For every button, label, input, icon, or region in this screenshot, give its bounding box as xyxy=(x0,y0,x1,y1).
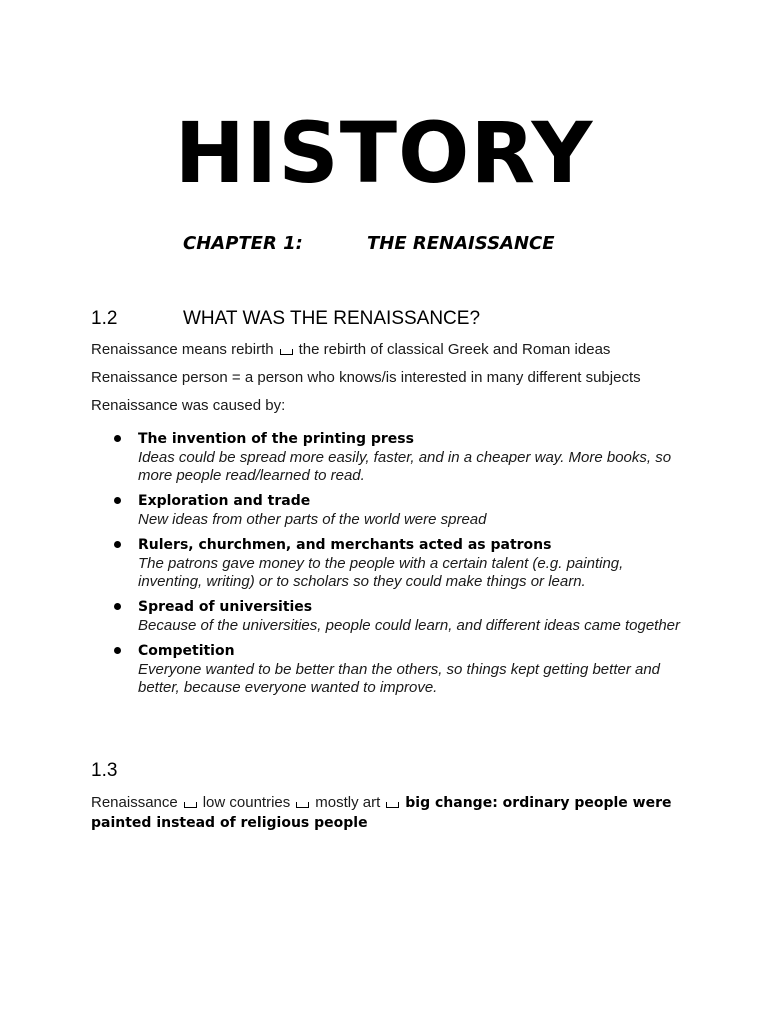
bullet-icon xyxy=(114,647,121,654)
paragraph-rebirth xyxy=(91,340,610,360)
section-number-1-2: 1.2 xyxy=(91,308,118,329)
separator-icon xyxy=(184,802,197,808)
bullet-icon xyxy=(114,435,121,442)
section-number-1-3: 1.3 xyxy=(91,760,118,781)
separator-icon xyxy=(280,349,293,355)
rebirth-text-a: Renaissance means rebirth xyxy=(91,341,274,358)
low-countries-text-2: low countries xyxy=(202,794,291,811)
low-countries-text-1: Renaissance xyxy=(91,794,178,811)
section-title-1-2: WHAT WAS THE RENAISSANCE? xyxy=(183,308,481,329)
chapter-number: CHAPTER 1: xyxy=(183,233,303,254)
cause-description: Everyone wanted to be better than the others, so things kept getting better and better, because everyone wanted to improve. xyxy=(138,661,661,696)
low-countries-text-3: mostly art xyxy=(315,794,381,811)
separator-icon xyxy=(386,802,399,808)
cause-heading: Spread of universities xyxy=(138,599,313,615)
list-item xyxy=(91,491,681,529)
page-title: HISTORY xyxy=(174,104,594,202)
paragraph-low-countries xyxy=(91,793,681,833)
bullet-icon xyxy=(114,497,121,504)
rebirth-text-b: the rebirth of classical Greek and Roman ideas xyxy=(298,341,611,358)
bullet-icon xyxy=(114,541,121,548)
list-item xyxy=(91,641,681,697)
cause-heading: The invention of the printing press xyxy=(138,431,414,447)
list-item xyxy=(91,429,681,485)
low-countries-text-bold: big change: ordinary people were painted instead of religious people xyxy=(91,795,672,831)
causes-list xyxy=(91,429,681,703)
cause-heading: Competition xyxy=(138,643,235,659)
paragraph-caused-by: Renaissance was caused by: xyxy=(91,397,286,414)
bullet-icon xyxy=(114,603,121,610)
list-item xyxy=(91,535,681,591)
cause-description: New ideas from other parts of the world were spread xyxy=(138,511,487,528)
cause-description: The patrons gave money to the people with a certain talent (e.g. painting, inventing, writing) or to scholars so they could make things or learn. xyxy=(138,555,624,590)
chapter-name: THE RENAISSANCE xyxy=(367,233,555,254)
list-item xyxy=(91,597,681,635)
separator-icon xyxy=(296,802,309,808)
cause-description: Because of the universities, people could learn, and different ideas came together xyxy=(138,617,681,634)
paragraph-renaissance-person: Renaissance person = a person who knows/is interested in many different subjects xyxy=(91,369,641,386)
cause-description: Ideas could be spread more easily, faster, and in a cheaper way. More books, so more people read/learned to read. xyxy=(138,449,672,484)
cause-heading: Rulers, churchmen, and merchants acted as patrons xyxy=(138,537,552,553)
cause-heading: Exploration and trade xyxy=(138,493,311,509)
